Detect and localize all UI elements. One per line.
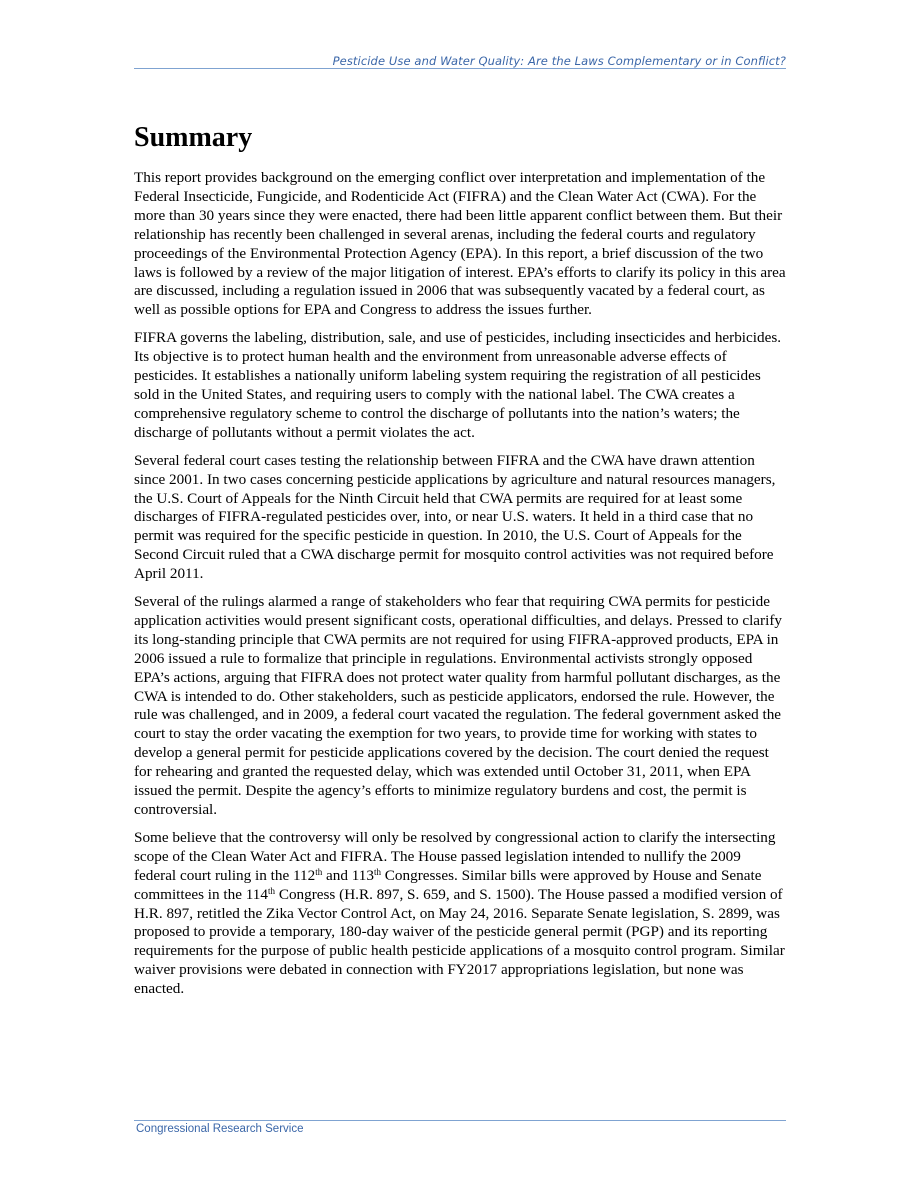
paragraph-congress xyxy=(134,829,786,999)
running-header-title: Pesticide Use and Water Quality: Are the Laws Complementary or in Conflict? xyxy=(332,54,786,68)
paragraph-congress-text-1: Some believe that the controversy will only be resolved by congressional action to clarify the intersecting scope of the Clean Water Act and FIFRA. The House passed legislation intended to nullify the 2009 federal court ruling in the 112 xyxy=(134,828,776,884)
footer-divider xyxy=(134,1120,786,1121)
summary-body xyxy=(134,169,786,1008)
paragraph-court-cases: Several federal court cases testing the relationship between FIFRA and the CWA have drawn attention since 2001. In two cases concerning pesticide applications by agriculture and natural resources managers, the U.S. Court of Appeals for the Ninth Circuit held that CWA permits are required for at least some discharges of FIFRA-regulated pesticides over, into, or near U.S. waters. It held in a third case that no permit was required for the specific pesticide in question. In 2010, the U.S. Court of Appeals for the Second Circuit ruled that a CWA discharge permit for mosquito control activities was not required before April 2011. xyxy=(134,451,776,583)
superscript-th: th xyxy=(315,866,323,877)
paragraph-congress-text-2: and 113 xyxy=(322,866,374,884)
superscript-th: th xyxy=(268,885,276,896)
footer-organization: Congressional Research Service xyxy=(136,1123,304,1135)
paragraph-rulings: Several of the rulings alarmed a range of stakeholders who fear that requiring CWA permits for pesticide application activities would present significant costs, operational difficulties, and delays. Pressed to clarify its long-standing principle that CWA permits are not required for using FIFRA-approved products, EPA in 2006 issued a rule to formalize that principle in regulations. Environmental activists strongly opposed EPA’s actions, arguing that FIFRA does not protect water quality from harmful pollutant discharges, as the CWA is intended to do. Other stakeholders, such as pesticide applicators, endorsed the rule. However, the rule was challenged, and in 2009, a federal court vacated the regulation. The federal government asked the court to stay the order vacating the exemption for two years, to provide time for working with states to develop a general permit for pesticide applications covered by the decision. The court denied the request for rehearing and granted the requested delay, which was extended until October 31, 2011, when EPA issued the permit. Despite the agency’s efforts to minimize regulatory burdens and cost, the permit is controversial. xyxy=(134,593,782,818)
paragraph-fifra-cwa: FIFRA governs the labeling, distribution, sale, and use of pesticides, including insecticides and herbicides. Its objective is to protect human health and the environment from unreasonable adverse effects of pesticides. It establishes a nationally uniform labeling system requiring the registration of all pesticides sold in the United States, and requiring users to comply with the national label. The CWA creates a comprehensive regulatory scheme to control the discharge of pollutants into the nation’s waters; the discharge of pollutants without a permit violates the act. xyxy=(134,329,782,441)
superscript-th: th xyxy=(373,866,381,877)
paragraph-overview: This report provides background on the emerging conflict over interpretation and implementation of the Federal Insecticide, Fungicide, and Rodenticide Act (FIFRA) and the Clean Water Act (CWA). For the more than 30 years since they were enacted, there had been little apparent conflict between them. But their relationship has recently been challenged in several arenas, including the federal courts and regulatory proceedings of the Environmental Protection Agency (EPA). In this report, a brief discussion of the two laws is followed by a review of the major litigation of interest. EPA’s efforts to clarify its policy in this area are discussed, including a regulation issued in 2006 that was subsequently vacated by a federal court, as well as possible options for EPA and Congress to address the issues further. xyxy=(134,169,786,319)
paragraph-congress-text-3: Congresses. Similar bills were approved by House and Senate committees in the 114 xyxy=(134,866,762,903)
paragraph-congress-text-4: Congress (H.R. 897, S. 659, and S. 1500). The House passed a modified version of H.R. 897, retitled the Zika Vector Control Act, on May 24, 2016. Separate Senate legislation, S. 2899, was proposed to provide a temporary, 180-day waiver of the pesticide general permit (PGP) and its reporting requirements for the purpose of public health pesticide applications of a mosquito control program. Similar waiver provisions were debated in connection with FY2017 appropriations legislation, but none was enacted. xyxy=(134,885,785,998)
header-divider xyxy=(134,68,786,69)
page-title: Summary xyxy=(134,122,253,153)
